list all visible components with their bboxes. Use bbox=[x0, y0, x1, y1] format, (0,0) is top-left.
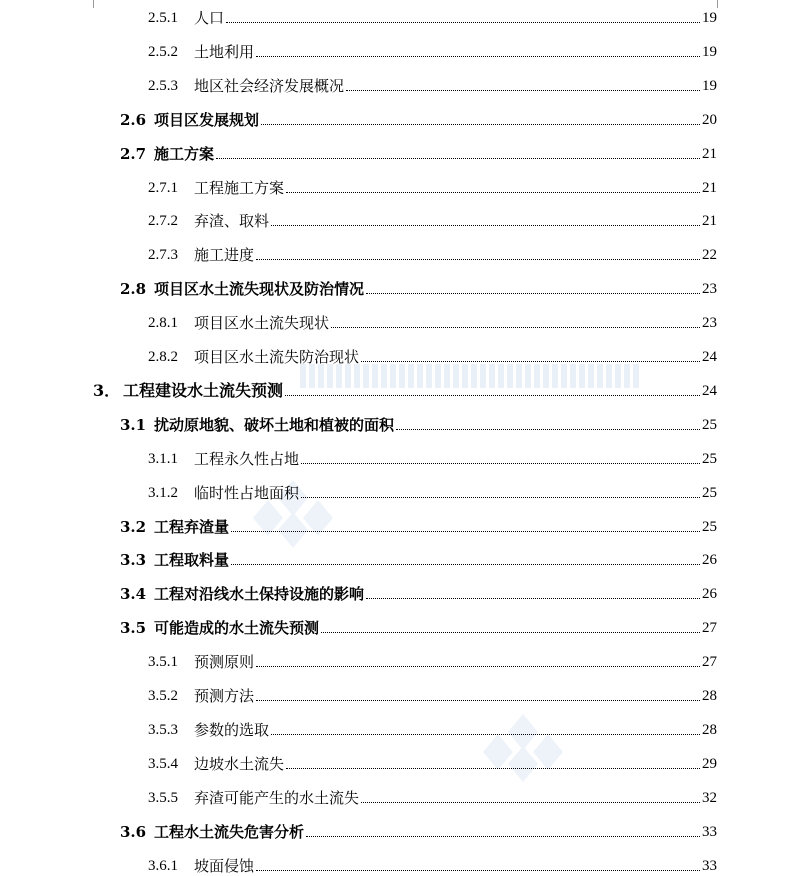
toc-dot-leader bbox=[256, 259, 700, 260]
toc-entry-number: 3.5.3 bbox=[148, 721, 178, 738]
toc-dot-leader bbox=[256, 666, 700, 667]
toc-entry-number: 2.8 bbox=[120, 280, 147, 299]
toc-entry-number: 3.1.1 bbox=[148, 450, 178, 467]
toc-entry[interactable] bbox=[148, 785, 717, 807]
toc-entry-number: 2.7.3 bbox=[148, 247, 178, 264]
toc-entry[interactable] bbox=[93, 378, 717, 400]
toc-entry-title: 地区社会经济发展概况 bbox=[194, 76, 345, 95]
toc-dot-leader bbox=[366, 598, 700, 599]
toc-entry-page-number: 21 bbox=[702, 145, 717, 162]
toc-entry-title: 项目区发展规划 bbox=[154, 110, 260, 129]
toc-entry[interactable] bbox=[148, 751, 717, 773]
toc-entry[interactable] bbox=[148, 649, 717, 671]
toc-dot-leader bbox=[361, 361, 700, 362]
toc-entry[interactable] bbox=[120, 819, 717, 841]
toc-entry-title: 工程水土流失危害分析 bbox=[154, 822, 305, 841]
toc-dot-leader bbox=[271, 225, 700, 226]
toc-entry-title: 项目区水土流失现状及防治情况 bbox=[154, 280, 365, 299]
toc-dot-leader bbox=[301, 497, 700, 498]
toc-dot-leader bbox=[286, 768, 700, 769]
toc-entry-page-number: 20 bbox=[702, 111, 717, 128]
toc-entry[interactable] bbox=[120, 412, 717, 434]
toc-entry[interactable] bbox=[148, 344, 717, 366]
toc-entry[interactable] bbox=[148, 446, 717, 468]
toc-entry-number: 3.3 bbox=[120, 551, 147, 570]
toc-entry-title: 工程永久性占地 bbox=[194, 449, 300, 468]
toc-entry-page-number: 25 bbox=[702, 450, 717, 467]
toc-entry-page-number: 21 bbox=[702, 213, 717, 230]
toc-entry-page-number: 25 bbox=[702, 518, 717, 535]
toc-entry-title: 预测方法 bbox=[194, 687, 255, 705]
toc-entry-number: 2.7 bbox=[120, 144, 147, 163]
toc-entry[interactable] bbox=[120, 615, 717, 637]
toc-entry-number: 3.2 bbox=[120, 517, 147, 536]
toc-entry-title: 坡面侵蚀 bbox=[194, 856, 255, 875]
toc-dot-leader bbox=[306, 836, 700, 837]
toc-entry-page-number: 28 bbox=[702, 721, 717, 738]
toc-dot-leader bbox=[361, 802, 700, 803]
toc-entry-page-number: 19 bbox=[702, 43, 717, 60]
toc-entry-number: 3.1.2 bbox=[148, 484, 178, 501]
toc-entry[interactable] bbox=[148, 5, 717, 27]
toc-entry-title: 弃渣、取料 bbox=[194, 212, 270, 231]
toc-entry-title: 预测原则 bbox=[194, 653, 255, 672]
toc-entry-number: 2.8.2 bbox=[148, 349, 178, 365]
toc-entry-number: 3.5.4 bbox=[148, 755, 178, 772]
toc-dot-leader bbox=[321, 632, 700, 633]
toc-dot-leader bbox=[256, 870, 700, 871]
toc-dot-leader bbox=[231, 531, 700, 532]
toc-dot-leader bbox=[216, 158, 700, 159]
toc-dot-leader bbox=[271, 734, 700, 735]
toc-entry-page-number: 33 bbox=[702, 857, 717, 874]
toc-entry-title: 工程对沿线水土保持设施的影响 bbox=[154, 585, 365, 604]
toc-dot-leader bbox=[285, 395, 700, 396]
toc-entry-number: 3.6 bbox=[120, 822, 147, 841]
toc-entry-page-number: 19 bbox=[702, 77, 717, 94]
toc-entry[interactable] bbox=[148, 310, 717, 332]
toc-dot-leader bbox=[226, 22, 700, 23]
toc-dot-leader bbox=[231, 564, 700, 565]
toc-entry-number: 3.5 bbox=[120, 619, 147, 638]
toc-entry-page-number: 26 bbox=[702, 552, 717, 569]
toc-entry-number: 3.1 bbox=[120, 415, 147, 434]
toc-entry-title: 扰动原地貌、破坏土地和植被的面积 bbox=[154, 415, 395, 434]
toc-entry[interactable] bbox=[120, 276, 717, 298]
toc-entry-page-number: 22 bbox=[702, 247, 717, 264]
toc-entry[interactable] bbox=[120, 514, 717, 536]
toc-entry-title: 可能造成的水土流失预测 bbox=[154, 619, 320, 638]
toc-entry-title: 施工进度 bbox=[194, 246, 255, 265]
page-margin-line-left bbox=[93, 0, 94, 8]
toc-dot-leader bbox=[301, 463, 700, 464]
toc-entry-title: 参数的选取 bbox=[194, 720, 270, 739]
toc-dot-leader bbox=[286, 192, 700, 193]
toc-entry-page-number: 33 bbox=[702, 823, 717, 840]
toc-entry-number: 3.6.1 bbox=[148, 857, 178, 874]
toc-entry-page-number: 24 bbox=[702, 382, 717, 399]
toc-entry-page-number: 25 bbox=[702, 484, 717, 501]
toc-entry-title: 土地利用 bbox=[194, 42, 255, 61]
toc-entry-number: 3.5.2 bbox=[148, 688, 178, 704]
toc-entry-title: 边坡水土流失 bbox=[194, 754, 285, 773]
toc-entry-title: 人口 bbox=[194, 9, 225, 27]
toc-entry-page-number: 27 bbox=[702, 654, 717, 671]
toc-entry-title: 弃渣可能产生的水土流失 bbox=[194, 788, 360, 807]
toc-entry-page-number: 32 bbox=[702, 789, 717, 806]
toc-entry-title: 项目区水土流失防治现状 bbox=[194, 348, 360, 366]
toc-entry[interactable] bbox=[120, 581, 717, 603]
toc-entry-page-number: 28 bbox=[702, 688, 717, 704]
toc-entry[interactable] bbox=[148, 208, 717, 230]
toc-entry[interactable] bbox=[148, 717, 717, 739]
toc-entry-number: 2.5.2 bbox=[148, 43, 178, 60]
toc-dot-leader bbox=[256, 56, 700, 57]
toc-entry-title: 工程弃渣量 bbox=[154, 517, 230, 536]
toc-entry[interactable] bbox=[148, 73, 717, 95]
toc-entry-number: 3.5.1 bbox=[148, 654, 178, 671]
toc-dot-leader bbox=[256, 700, 700, 701]
toc-entry-number: 3． bbox=[93, 380, 121, 400]
toc-entry[interactable] bbox=[148, 39, 717, 61]
toc-entry-page-number: 23 bbox=[702, 281, 717, 298]
toc-dot-leader bbox=[261, 124, 700, 125]
toc-entry-page-number: 23 bbox=[702, 315, 717, 332]
toc-entry-title: 工程施工方案 bbox=[194, 178, 285, 197]
toc-entry-page-number: 24 bbox=[702, 349, 717, 365]
toc-entry[interactable] bbox=[148, 683, 717, 705]
toc-entry-number: 2.7.2 bbox=[148, 213, 178, 230]
toc-entry[interactable] bbox=[148, 480, 717, 502]
page-margin-line-right bbox=[717, 0, 718, 8]
toc-entry-title: 施工方案 bbox=[154, 144, 215, 163]
toc-entry-page-number: 27 bbox=[702, 620, 717, 637]
toc-entry-page-number: 26 bbox=[702, 586, 717, 603]
toc-entry[interactable] bbox=[120, 141, 717, 163]
toc-entry-page-number: 21 bbox=[702, 179, 717, 196]
toc-entry-title: 项目区水土流失现状 bbox=[194, 314, 330, 333]
toc-entry-title: 工程建设水土流失预测 bbox=[123, 380, 284, 400]
toc-entry-number: 2.6 bbox=[120, 110, 147, 129]
toc-dot-leader bbox=[346, 90, 700, 91]
toc-entry-number: 3.4 bbox=[120, 585, 147, 604]
toc-entry-page-number: 25 bbox=[702, 416, 717, 433]
toc-dot-leader bbox=[396, 429, 700, 430]
toc-entry[interactable] bbox=[148, 853, 717, 875]
toc-entry-title: 工程取料量 bbox=[154, 551, 230, 570]
toc-entry[interactable] bbox=[148, 175, 717, 197]
toc-entry-title: 临时性占地面积 bbox=[194, 483, 300, 502]
toc-entry-number: 2.7.1 bbox=[148, 179, 178, 196]
toc-entry[interactable] bbox=[120, 547, 717, 569]
toc-entry-number: 2.5.3 bbox=[148, 77, 178, 94]
toc-dot-leader bbox=[331, 327, 700, 328]
toc-entry-number: 3.5.5 bbox=[148, 789, 178, 806]
toc-entry-number: 2.5.1 bbox=[148, 10, 178, 26]
toc-dot-leader bbox=[366, 293, 700, 294]
toc-entry-page-number: 19 bbox=[702, 10, 717, 26]
toc-entry-page-number: 29 bbox=[702, 755, 717, 772]
toc-entry[interactable] bbox=[120, 107, 717, 129]
toc-entry[interactable] bbox=[148, 242, 717, 264]
toc-entry-number: 2.8.1 bbox=[148, 315, 178, 332]
